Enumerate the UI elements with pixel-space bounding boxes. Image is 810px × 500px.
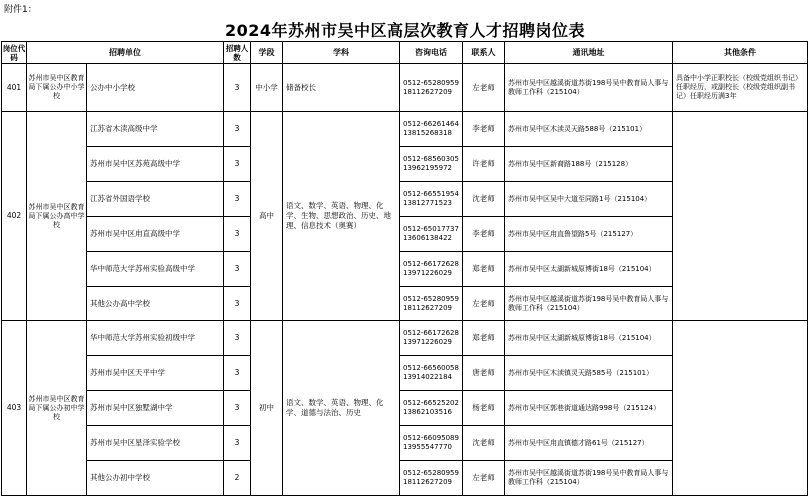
- header-phone: 咨询电话: [400, 42, 463, 64]
- mailing-address: 苏州市吴中区木渎灵天路588号（215101）: [505, 112, 673, 147]
- contact-phone: 0512-66172628 13971226029: [400, 252, 463, 287]
- contact-person: 沈老师: [463, 182, 505, 217]
- contact-phone: 0512-66172628 13971226029: [400, 321, 463, 356]
- mailing-address: 苏州市吴中区吴中大道至同路1号（215104）: [505, 182, 673, 217]
- school-name: 江苏省木渎高级中学: [87, 112, 224, 147]
- school-name: 苏州市吴中区独墅湖中学: [87, 391, 224, 426]
- mailing-address: 苏州市吴中区太湖新城原博街18号（215104）: [505, 321, 673, 356]
- other-conditions: [673, 112, 808, 321]
- school-stage: 中小学: [251, 64, 283, 112]
- mailing-address: 苏州市吴中区太湖新城原博街18号（215104）: [505, 252, 673, 287]
- contact-phone: 0512-66525202 13862103516: [400, 391, 463, 426]
- table-row: [2, 112, 808, 147]
- contact-person: 左老师: [463, 64, 505, 112]
- contact-phone: 0512-66551954 13812771523: [400, 182, 463, 217]
- page-title: 2024年苏州市吴中区高层次教育人才招聘岗位表: [224, 21, 586, 40]
- school-name: 华中师范大学苏州实验高级中学: [87, 252, 224, 287]
- employer-authority: 苏州市吴中区教育局下属公办中小学校: [27, 64, 87, 112]
- hire-count: 3: [224, 217, 251, 252]
- school-stage: 高中: [251, 112, 283, 321]
- other-conditions: 具备中小学正职校长（校级党组织书记）任职经历，或副校长（校级党组织副书记）任职经历满3年: [673, 64, 808, 112]
- header-other: 其他条件: [673, 42, 808, 64]
- other-conditions: [673, 321, 808, 496]
- header-contact: 联系人: [463, 42, 505, 64]
- hire-count: 3: [224, 356, 251, 391]
- hire-count: 2: [224, 461, 251, 496]
- mailing-address: 苏州市吴中区越溪街道苏街198号吴中教育局人事与教师工作科（215104）: [505, 64, 673, 112]
- subject-list: 储备校长: [283, 64, 400, 112]
- school-name: 苏州市吴中区天平中学: [87, 356, 224, 391]
- hire-count: 3: [224, 287, 251, 321]
- contact-phone: 0512-65017737 13606138422: [400, 217, 463, 252]
- contact-phone: 0512-65280959 18112627209: [400, 287, 463, 321]
- mailing-address: 苏州市吴中区越溪街道苏街198号吴中教育局人事与教师工作科（215104）: [505, 287, 673, 321]
- hire-count: 3: [224, 252, 251, 287]
- hire-count: 3: [224, 64, 251, 112]
- contact-person: 唐老师: [463, 356, 505, 391]
- header-unit: 招聘单位: [27, 42, 224, 64]
- header-address: 通讯地址: [505, 42, 673, 64]
- subject-list: 语文、数学、英语、物理、化学、生物、思想政治、历史、地理、信息技术（奥赛）: [283, 112, 400, 321]
- contact-person: 许老师: [463, 147, 505, 182]
- attachment-label: 附件1：: [4, 5, 37, 15]
- mailing-address: 苏州市吴中区甪直鲁望路5号（215127）: [505, 217, 673, 252]
- subject-list: 语文、数学、英语、物理、化学、道德与法治、历史: [283, 321, 400, 496]
- header-stage: 学段: [251, 42, 283, 64]
- contact-phone: 0512-66560058 13914022184: [400, 356, 463, 391]
- employer-authority: 苏州市吴中区教育局下属公办初中学校: [27, 321, 87, 496]
- table-header-row: [2, 42, 808, 64]
- contact-person: 李老师: [463, 217, 505, 252]
- contact-person: 沈老师: [463, 426, 505, 461]
- contact-person: 杨老师: [463, 391, 505, 426]
- contact-phone: 0512-66261464 13815268318: [400, 112, 463, 147]
- contact-person: 左老师: [463, 287, 505, 321]
- school-name: 苏州市吴中区星泽实验学校: [87, 426, 224, 461]
- school-name: 苏州市吴中区甪直高级中学: [87, 217, 224, 252]
- mailing-address: 苏州市吴中区木渎镇灵天路585号（215101）: [505, 356, 673, 391]
- contact-phone: 0512-65280959 18112627209: [400, 461, 463, 496]
- contact-phone: 0512-68560305 13962195972: [400, 147, 463, 182]
- school-name: 其他公办高中学校: [87, 287, 224, 321]
- table-row: [2, 321, 808, 356]
- header-code: 岗位代码: [2, 43, 26, 62]
- school-name: 公办中小学校: [87, 64, 224, 112]
- hire-count: 3: [224, 391, 251, 426]
- contact-person: 郑老师: [463, 321, 505, 356]
- school-name: 江苏省外国语学校: [87, 182, 224, 217]
- table-row: [2, 64, 808, 112]
- hire-count: 3: [224, 182, 251, 217]
- mailing-address: 苏州市吴中区甪直镇德才路61号（215127）: [505, 426, 673, 461]
- header-subject: 学科: [283, 42, 400, 64]
- position-code: 401: [2, 64, 27, 112]
- table-body: [2, 64, 808, 496]
- contact-person: 左老师: [463, 461, 505, 496]
- position-code: 402: [2, 112, 27, 321]
- school-name: 华中师范大学苏州实验初级中学: [87, 321, 224, 356]
- mailing-address: 苏州市吴中区郭巷街道通达路998号（215124）: [505, 391, 673, 426]
- school-name: 其他公办初中学校: [87, 461, 224, 496]
- hire-count: 3: [224, 426, 251, 461]
- hire-count: 3: [224, 112, 251, 147]
- mailing-address: 苏州市吴中区越溪街道苏街198号吴中教育局人事与教师工作科（215104）: [505, 461, 673, 496]
- hire-count: 3: [224, 147, 251, 182]
- school-stage: 初中: [251, 321, 283, 496]
- mailing-address: 苏州市吴中区新裔路188号（215128）: [505, 147, 673, 182]
- contact-person: 李老师: [463, 112, 505, 147]
- job-table: [1, 41, 808, 496]
- position-code: 403: [2, 321, 27, 496]
- header-count: 招聘人数: [224, 42, 251, 64]
- school-name: 苏州市吴中区苏苑高级中学: [87, 147, 224, 182]
- employer-authority: 苏州市吴中区教育局下属公办高中学校: [27, 112, 87, 321]
- contact-person: 郑老师: [463, 252, 505, 287]
- contact-phone: 0512-65280959 18112627209: [400, 64, 463, 112]
- hire-count: 3: [224, 321, 251, 356]
- contact-phone: 0512-66095089 13955547770: [400, 426, 463, 461]
